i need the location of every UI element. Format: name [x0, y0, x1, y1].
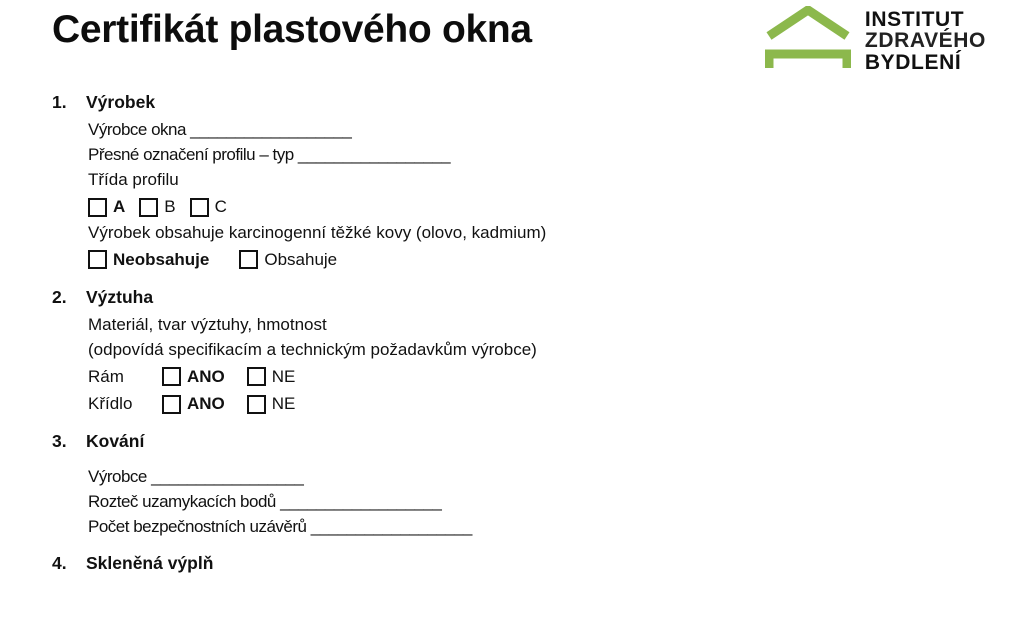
section-kovani — [52, 431, 752, 539]
checkbox-box-icon[interactable] — [88, 198, 107, 217]
section-2-number: 2. — [52, 286, 67, 307]
section-sklenena-vypln — [52, 553, 752, 574]
checkbox-box-icon[interactable] — [190, 198, 209, 217]
page-title: Certifikát plastového okna — [52, 8, 532, 51]
checkbox-box-icon[interactable] — [247, 395, 266, 414]
checkbox-box-icon[interactable] — [162, 367, 181, 386]
checkbox-obsahuje[interactable] — [239, 247, 337, 273]
checkbox-kridlo-ne[interactable] — [247, 391, 296, 417]
checkbox-class-b-label: B — [164, 197, 176, 217]
row-kridlo — [88, 391, 752, 417]
section-1-title: Výrobek — [86, 92, 156, 112]
spacer — [88, 456, 752, 464]
checkbox-neobsahuje-label: Neobsahuje — [113, 250, 210, 270]
checkbox-class-a-label: A — [113, 197, 126, 217]
section-vyztuha — [52, 287, 752, 417]
checkbox-ram-ano[interactable] — [162, 364, 225, 390]
checkbox-class-c-label: C — [214, 197, 227, 217]
row-ram — [88, 364, 752, 390]
checkbox-class-c[interactable] — [190, 194, 227, 220]
section-2-heading — [52, 287, 752, 308]
checkbox-box-icon[interactable] — [162, 395, 181, 414]
section-1-heading — [52, 92, 752, 113]
section-4-number: 4. — [52, 553, 67, 574]
label-conformity-note: (odpovídá specifikacím a technickým požadavkům výrobce) — [88, 339, 537, 359]
row-ram-label: Rám — [88, 366, 124, 386]
checkbox-obsahuje-label: Obsahuje — [264, 250, 338, 270]
house-roof-logo-icon — [765, 6, 851, 76]
profile-class-options — [88, 194, 752, 220]
row-kridlo-label: Křídlo — [88, 394, 133, 414]
institute-logo — [765, 6, 986, 76]
section-3-title: Kování — [86, 430, 145, 451]
checkbox-box-icon[interactable] — [88, 250, 107, 269]
field-manufacturer-window[interactable]: Výrobce okna __________________ — [88, 120, 352, 139]
checkbox-ram-ano-label: ANO — [187, 366, 225, 386]
section-3-heading — [52, 431, 752, 452]
checkbox-class-a[interactable] — [88, 194, 125, 220]
checkbox-box-icon[interactable] — [247, 367, 266, 386]
form-body — [52, 78, 752, 578]
checkbox-class-b[interactable] — [139, 194, 175, 220]
section-4-title: Skleněná výplň — [86, 553, 214, 574]
checkbox-kridlo-ano[interactable] — [162, 391, 225, 417]
checkbox-box-icon[interactable] — [139, 198, 158, 217]
checkbox-ram-ne-label: NE — [271, 366, 296, 386]
checkbox-ram-ne[interactable] — [247, 364, 296, 390]
section-2-title: Výztuha — [86, 286, 154, 307]
field-profile-type[interactable]: Přesné označení profilu – typ _________________ — [88, 145, 451, 165]
field-kovani-manufacturer[interactable]: Výrobce _________________ — [88, 466, 304, 486]
label-profile-class: Třída profilu — [88, 170, 179, 190]
section-1-number: 1. — [52, 92, 67, 112]
section-vyrobek — [52, 92, 752, 273]
heavy-metals-options — [88, 247, 752, 273]
logo-line-1: INSTITUT — [864, 7, 965, 31]
label-material-shape-weight: Materiál, tvar výztuhy, hmotnost — [88, 314, 327, 334]
logo-line-2: ZDRAVÉHO — [864, 29, 986, 53]
checkbox-box-icon[interactable] — [239, 250, 258, 269]
checkbox-kridlo-ano-label: ANO — [187, 394, 225, 414]
checkbox-kridlo-ne-label: NE — [271, 394, 296, 414]
logo-line-3: BYDLENÍ — [864, 50, 962, 74]
section-3-number: 3. — [52, 430, 67, 451]
section-4-heading — [52, 553, 752, 574]
checkbox-neobsahuje[interactable] — [88, 247, 209, 273]
field-security-locks-count[interactable]: Počet bezpečnostních uzávěrů __________________ — [88, 517, 472, 537]
label-heavy-metals: Výrobek obsahuje karcinogenní těžké kovy (olovo, kadmium) — [88, 222, 547, 242]
field-locking-points-spacing[interactable]: Rozteč uzamykacích bodů __________________ — [88, 492, 442, 512]
